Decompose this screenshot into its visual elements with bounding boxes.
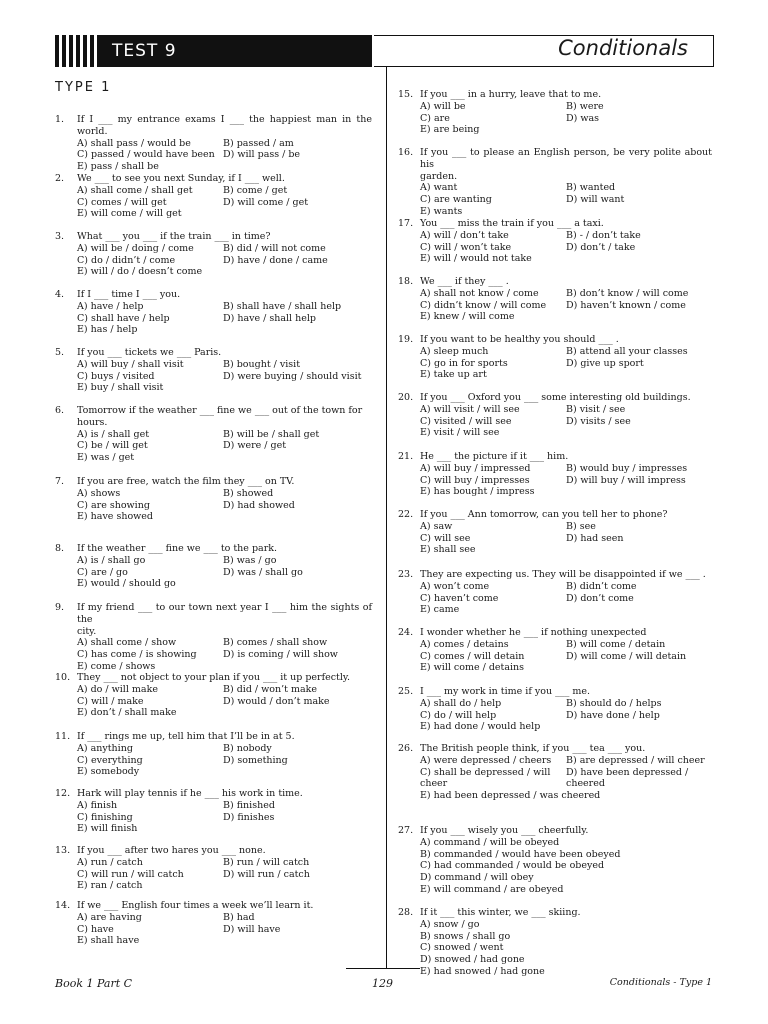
answer-options <box>55 857 372 892</box>
question-6 <box>55 405 372 464</box>
answer-option-e: E) was / get <box>77 452 135 464</box>
answer-option-d: D) visits / see <box>566 415 631 427</box>
answer-option-a: A) shall come / shall get <box>77 184 193 196</box>
answer-options <box>398 463 712 498</box>
answer-option-a: A) shall do / help <box>420 697 502 709</box>
question-text: They ___ not object to your plan if you ___ it up perfectly. <box>77 672 351 683</box>
answer-option-c: C) shall be depressed / will cheer <box>420 766 551 790</box>
answer-option-d: D) were / get <box>223 440 287 452</box>
answer-option-a: A) have / help <box>77 300 144 312</box>
answer-option-b: B) run / will catch <box>223 856 310 868</box>
question-number: 28. <box>398 907 414 918</box>
answer-option-b: B) nobody <box>223 742 272 754</box>
answer-option-e: E) had done / would help <box>420 721 541 733</box>
question-5 <box>55 347 372 394</box>
answer-option-b: B) showed <box>223 487 274 499</box>
question-21 <box>398 451 712 498</box>
question-25 <box>398 686 712 733</box>
answer-option-a: A) shall come / show <box>77 637 177 649</box>
answer-option-a: A) are having <box>77 911 142 923</box>
answer-option-a: A) finish <box>77 799 118 811</box>
question-number: 6. <box>55 405 65 416</box>
question-stem <box>398 392 712 404</box>
question-number: 8. <box>55 543 65 554</box>
answer-option-c: C) will / won’t take <box>420 241 512 253</box>
answer-option-c: C) buys / visited <box>77 370 155 382</box>
question-stem <box>55 900 372 912</box>
answer-option-d: D) don’t come <box>566 592 634 604</box>
answer-option-c: C) are wanting <box>420 194 492 206</box>
answer-option-b: B) were <box>566 100 604 112</box>
answer-option-d: D) had seen <box>566 532 624 544</box>
question-7 <box>55 476 372 523</box>
answer-option-c: C) be / will get <box>77 440 148 452</box>
answer-option-e: E) pass / shall be <box>77 161 159 173</box>
answer-option-b: B) - / don’t take <box>566 229 641 241</box>
answer-option-e: E) knew / will come <box>420 311 515 323</box>
answer-option-d: D) have been depressed / cheered <box>566 766 689 790</box>
question-text-continued: city. <box>77 625 97 637</box>
answer-option-e: E) shall see <box>420 544 476 556</box>
answer-option-d: D) will buy / will impress <box>566 474 686 486</box>
answer-options <box>398 581 712 616</box>
answer-option-e: E) will / do / doesn’t come <box>77 266 203 278</box>
question-text: We ___ to see you next Sunday, if I ___ well. <box>77 173 285 184</box>
question-2 <box>55 173 372 220</box>
answer-option-b: B) see <box>566 520 596 532</box>
question-text: If you are free, watch the film they ___ on TV. <box>77 476 295 487</box>
answer-option-e: E) somebody <box>77 766 140 778</box>
answer-option-c: C) do / will help <box>420 709 497 721</box>
answer-options <box>398 288 712 323</box>
answer-option-d: D) will pass / be <box>223 149 301 161</box>
question-16 <box>398 147 712 218</box>
answer-option-b: B) would buy / impresses <box>566 462 688 474</box>
answer-option-e: E) has / help <box>77 324 138 336</box>
question-stem <box>55 788 372 800</box>
question-28 <box>398 907 712 978</box>
question-number: 22. <box>398 509 414 520</box>
answer-option-e: E) buy / shall visit <box>77 382 164 394</box>
question-stem <box>55 543 372 555</box>
question-text: I wonder whether he ___ if nothing unexpected <box>420 627 647 638</box>
answer-option-c: C) passed / would have been <box>77 149 215 161</box>
answer-options <box>398 230 712 265</box>
answer-option-b: B) bought / visit <box>223 358 301 370</box>
answer-option-c: C) will run / will catch <box>77 868 184 880</box>
answer-option-d: D) give up sport <box>566 357 644 369</box>
answer-option-d: D) will have <box>223 923 281 935</box>
answer-option-b: B) will come / detain <box>566 638 666 650</box>
answer-option-b: B) didn’t come <box>566 580 637 592</box>
question-stem <box>398 743 712 755</box>
answer-option-a: A) shall not know / come <box>420 287 539 299</box>
answer-option-a: A) will be / doing / come <box>77 242 194 254</box>
question-text: If you want to be healthy you should ___ . <box>420 334 619 345</box>
answer-option-b: B) come / get <box>223 184 288 196</box>
answer-option-e: E) visit / will see <box>420 427 500 439</box>
footer-rule <box>346 968 420 969</box>
question-17 <box>398 218 712 265</box>
question-10 <box>55 672 372 719</box>
question-number: 15. <box>398 89 414 100</box>
question-number: 27. <box>398 825 414 836</box>
question-text: The British people think, if you ___ tea ___ you. <box>420 743 646 754</box>
question-number: 11. <box>55 731 71 742</box>
answer-option-e: E) shall have <box>77 935 140 947</box>
question-text: If the weather ___ fine we ___ to the park. <box>77 543 278 554</box>
question-11 <box>55 731 372 778</box>
question-8 <box>55 543 372 590</box>
question-stem <box>398 627 712 639</box>
answer-option-e: E) would / should go <box>77 578 176 590</box>
answer-option-a: A) shall pass / would be <box>77 137 191 149</box>
question-stem <box>55 731 372 743</box>
question-stem <box>398 569 712 581</box>
question-1 <box>55 114 372 173</box>
answer-option-d: D) would / don’t make <box>223 695 330 707</box>
question-number: 25. <box>398 686 414 697</box>
question-stem <box>398 218 712 230</box>
answer-option-e: E) has bought / impress <box>420 486 535 498</box>
question-number: 19. <box>398 334 414 345</box>
answer-option-c: C) do / didn’t / come <box>77 254 176 266</box>
question-stem <box>398 686 712 698</box>
answer-option-e: E) had snowed / had gone <box>420 965 545 977</box>
answer-option-e: E) will / would not take <box>420 253 532 265</box>
question-number: 14. <box>55 900 71 911</box>
page-number: 129 <box>372 977 393 990</box>
answer-option-c: C) will buy / impresses <box>420 474 530 486</box>
answer-options <box>398 837 712 896</box>
question-stem <box>398 907 712 919</box>
test-label: TEST 9 <box>100 35 372 67</box>
answer-option-d: D) is coming / will show <box>223 649 338 661</box>
question-text: Tomorrow if the weather ___ fine we ___ out of the town for <box>77 405 363 416</box>
question-number: 12. <box>55 788 71 799</box>
answer-option-c: C) have <box>77 923 114 935</box>
answer-option-b: B) wanted <box>566 182 616 194</box>
answer-options <box>55 743 372 778</box>
answer-option-c: C) comes / will detain <box>420 650 525 662</box>
question-text: If I ___ my entrance exams I ___ the happiest man in the world. <box>77 114 372 137</box>
answer-option-d: D) have done / help <box>566 709 660 721</box>
answer-option-b: B) finished <box>223 799 275 811</box>
answer-option-d: D) haven’t known / come <box>566 299 686 311</box>
answer-options <box>398 346 712 381</box>
question-number: 2. <box>55 173 65 184</box>
answer-option-d: D) will want <box>566 194 625 206</box>
answer-option-d: D) will come / get <box>223 196 309 208</box>
column-divider <box>386 67 387 968</box>
question-number: 4. <box>55 289 65 300</box>
question-text: If you ___ tickets we ___ Paris. <box>77 347 222 358</box>
answer-option-a: A) anything <box>77 742 133 754</box>
answer-option-a: A) saw <box>420 520 453 532</box>
answer-option-d: D) something <box>223 754 288 766</box>
question-number: 13. <box>55 845 71 856</box>
answer-option-d: D) have / done / came <box>223 254 328 266</box>
answer-options <box>55 488 372 523</box>
question-text: If you ___ in a hurry, leave that to me. <box>420 89 602 100</box>
question-stem <box>398 147 712 171</box>
question-stem <box>55 173 372 185</box>
answer-option-c: C) are <box>420 112 450 124</box>
answer-option-c: C) are / go <box>77 566 128 578</box>
answer-option-a: A) won’t come <box>420 580 490 592</box>
question-stem <box>398 509 712 521</box>
question-number: 5. <box>55 347 65 358</box>
answer-option-a: A) snow / go <box>420 918 480 930</box>
question-number: 17. <box>398 218 414 229</box>
question-number: 26. <box>398 743 414 754</box>
question-text: They are expecting us. They will be disappointed if we ___ . <box>420 569 706 580</box>
question-number: 10. <box>55 672 71 683</box>
question-stem <box>398 276 712 288</box>
answer-options <box>398 404 712 439</box>
question-4 <box>55 289 372 336</box>
question-text-continued: hours. <box>77 416 108 428</box>
question-stem <box>55 672 372 684</box>
answer-option-e: E) have showed <box>77 511 153 523</box>
answer-option-c: C) haven’t come <box>420 592 499 604</box>
answer-option-c: C) comes / will get <box>77 196 167 208</box>
answer-option-b: B) passed / am <box>223 137 294 149</box>
question-text: If my friend ___ to our town next year I ___ him the sights of the <box>77 602 372 625</box>
answer-option-c: C) didn’t know / will come <box>420 299 547 311</box>
answer-option-d: D) will come / will detain <box>566 650 687 662</box>
answer-option-b: B) was / go <box>223 554 277 566</box>
answer-option-a: A) want <box>420 182 458 194</box>
answer-options <box>55 301 372 336</box>
answer-options <box>55 555 372 590</box>
answer-options <box>55 429 372 464</box>
answer-options <box>55 138 372 173</box>
answer-option-a: A) will buy / shall visit <box>77 358 184 370</box>
question-text: If it ___ this winter, we ___ skiing. <box>420 907 581 918</box>
answer-option-a: A) will be <box>420 100 466 112</box>
question-text: I ___ my work in time if you ___ me. <box>420 686 591 697</box>
answer-options <box>398 101 712 136</box>
answer-option-e: E) don’t / shall make <box>77 707 177 719</box>
answer-option-e: E) will command / are obeyed <box>420 883 564 895</box>
answer-options <box>398 182 712 217</box>
answer-option-a: A) comes / detains <box>420 638 509 650</box>
question-27 <box>398 825 712 896</box>
answer-options <box>398 755 712 802</box>
question-text: If ___ rings me up, tell him that I’ll be in at 5. <box>77 731 295 742</box>
question-12 <box>55 788 372 835</box>
answer-options <box>55 684 372 719</box>
answer-options <box>55 359 372 394</box>
question-18 <box>398 276 712 323</box>
answer-option-c: C) will see <box>420 532 471 544</box>
answer-option-b: B) commanded / would have been obeyed <box>420 848 621 860</box>
question-20 <box>398 392 712 439</box>
footer-section: Conditionals - Type 1 <box>609 977 712 988</box>
question-stem <box>55 289 372 301</box>
answer-option-b: B) snows / shall go <box>420 930 511 942</box>
answer-option-c: C) go in for sports <box>420 357 508 369</box>
question-number: 18. <box>398 276 414 287</box>
answer-option-d: D) had showed <box>223 499 295 511</box>
answer-options <box>398 521 712 556</box>
type-heading: TYPE 1 <box>55 80 112 95</box>
answer-option-c: C) had commanded / would be obeyed <box>420 860 605 872</box>
question-24 <box>398 627 712 674</box>
question-stem <box>55 405 372 417</box>
question-number: 23. <box>398 569 414 580</box>
answer-option-a: A) is / shall go <box>77 554 146 566</box>
question-number: 7. <box>55 476 65 487</box>
answer-option-b: B) should do / helps <box>566 697 662 709</box>
question-26 <box>398 743 712 802</box>
answer-option-a: A) will / don’t take <box>420 229 509 241</box>
answer-options <box>55 637 372 672</box>
answer-option-c: C) everything <box>77 754 143 766</box>
answer-options <box>398 639 712 674</box>
answer-option-e: E) had been depressed / was cheered <box>420 790 601 802</box>
answer-option-a: A) were depressed / cheers <box>420 754 552 766</box>
answer-option-a: A) sleep much <box>420 345 489 357</box>
answer-option-b: B) comes / shall show <box>223 637 328 649</box>
question-stem <box>55 602 372 626</box>
question-stem <box>398 334 712 346</box>
answer-option-e: E) came <box>420 604 460 616</box>
question-stem <box>398 825 712 837</box>
answer-option-e: E) will come / detains <box>420 662 525 674</box>
footer-book: Book 1 Part C <box>55 977 133 990</box>
answer-option-c: C) snowed / went <box>420 942 504 954</box>
question-number: 20. <box>398 392 414 403</box>
question-stem <box>55 114 372 138</box>
question-22 <box>398 509 712 556</box>
answer-options <box>55 185 372 220</box>
answer-option-d: D) snowed / had gone <box>420 954 525 966</box>
question-23 <box>398 569 712 616</box>
answer-option-d: D) command / will obey <box>420 872 534 884</box>
answer-option-d: D) was <box>566 112 600 124</box>
answer-option-b: B) visit / see <box>566 403 626 415</box>
answer-options <box>55 800 372 835</box>
answer-option-a: A) is / shall get <box>77 428 150 440</box>
answer-options <box>398 919 712 978</box>
answer-option-d: D) don’t / take <box>566 241 636 253</box>
question-text: If you ___ to please an English person, be very polite about his <box>420 147 712 170</box>
answer-option-d: D) will run / catch <box>223 868 310 880</box>
answer-options <box>55 243 372 278</box>
answer-option-b: B) did / won’t make <box>223 683 318 695</box>
answer-option-c: C) has come / is showing <box>77 649 197 661</box>
question-text: If I ___ time I ___ you. <box>77 289 181 300</box>
question-text: We ___ if they ___ . <box>420 276 509 287</box>
answer-option-d: D) was / shall go <box>223 566 303 578</box>
answer-option-e: E) ran / catch <box>77 880 143 892</box>
answer-option-b: B) had <box>223 911 255 923</box>
question-number: 24. <box>398 627 414 638</box>
question-14 <box>55 900 372 947</box>
answer-option-c: C) are showing <box>77 499 150 511</box>
answer-option-b: B) are depressed / will cheer <box>566 754 705 766</box>
answer-option-e: E) take up art <box>420 369 487 381</box>
answer-option-b: B) shall have / shall help <box>223 300 342 312</box>
question-number: 1. <box>55 114 65 125</box>
question-stem <box>55 347 372 359</box>
question-text: If you ___ Ann tomorrow, can you tell her to phone? <box>420 509 668 520</box>
question-text: What ___ you ___ if the train ___ in time? <box>77 231 271 242</box>
answer-option-d: D) were buying / should visit <box>223 370 362 382</box>
question-9 <box>55 602 372 673</box>
page-title: Conditionals <box>558 36 688 60</box>
question-text: Hark will play tennis if he ___ his work in time. <box>77 788 303 799</box>
question-19 <box>398 334 712 381</box>
question-number: 16. <box>398 147 414 158</box>
answer-option-a: A) do / will make <box>77 683 158 695</box>
question-number: 9. <box>55 602 65 613</box>
question-text: If you ___ wisely you ___ cheerfully. <box>420 825 589 836</box>
answer-option-d: D) have / shall help <box>223 312 316 324</box>
question-text: He ___ the picture if it ___ him. <box>420 451 569 462</box>
answer-option-e: E) will come / will get <box>77 208 182 220</box>
answer-options <box>398 698 712 733</box>
answer-option-b: B) attend all your classes <box>566 345 688 357</box>
question-15 <box>398 89 712 136</box>
answer-option-a: A) will buy / impressed <box>420 462 531 474</box>
answer-option-b: B) don’t know / will come <box>566 287 689 299</box>
answer-option-b: B) will be / shall get <box>223 428 320 440</box>
answer-option-c: C) shall have / help <box>77 312 170 324</box>
question-number: 21. <box>398 451 414 462</box>
question-stem <box>398 451 712 463</box>
answer-option-d: D) finishes <box>223 811 275 823</box>
answer-option-c: C) visited / will see <box>420 415 512 427</box>
answer-option-e: E) come / shows <box>77 660 156 672</box>
answer-option-a: A) run / catch <box>77 856 143 868</box>
question-stem <box>55 231 372 243</box>
answer-option-e: E) wants <box>420 205 463 217</box>
answer-option-c: C) finishing <box>77 811 133 823</box>
answer-option-a: A) command / will be obeyed <box>420 836 560 848</box>
question-stem <box>398 89 712 101</box>
answer-option-b: B) did / will not come <box>223 242 326 254</box>
question-text: If you ___ Oxford you ___ some interesting old buildings. <box>420 392 691 403</box>
question-text-continued: garden. <box>420 170 458 182</box>
question-number: 3. <box>55 231 65 242</box>
question-13 <box>55 845 372 892</box>
answer-option-a: A) will visit / will see <box>420 403 520 415</box>
answer-option-e: E) will finish <box>77 823 138 835</box>
question-text: You ___ miss the train if you ___ a taxi. <box>420 218 604 229</box>
answer-option-a: A) shows <box>77 487 121 499</box>
question-stem <box>55 476 372 488</box>
question-stem <box>55 845 372 857</box>
answer-options <box>55 912 372 947</box>
answer-option-e: E) are being <box>420 124 480 136</box>
question-3 <box>55 231 372 278</box>
question-text: If you ___ after two hares you ___ none. <box>77 845 266 856</box>
question-text: If we ___ English four times a week we’ll learn it. <box>77 900 314 911</box>
answer-option-c: C) will / make <box>77 695 144 707</box>
